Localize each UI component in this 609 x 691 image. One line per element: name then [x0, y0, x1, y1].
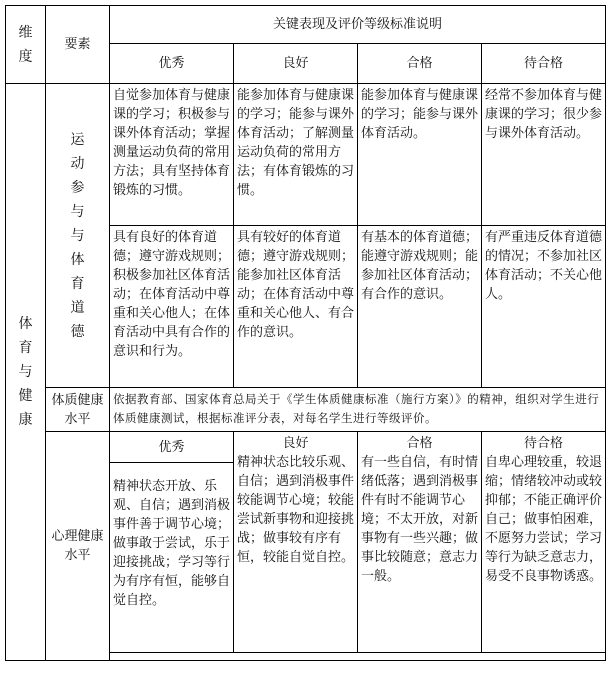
sports-row1-fail: 经常不参加体育与健康课的学习；很少参与课外体育活动。 — [482, 84, 606, 226]
mental-text-good: 精神状态比较乐观、自信；遇到消极事件较能调节心境；较能尝试新事物和迎接挑战；做事较有序有恒，较能自觉自控。 — [237, 455, 355, 565]
sports-row1-pass: 能参加体育与健康课的学习；能参与课外体育活动。 — [358, 84, 482, 226]
mental-pass-cell — [358, 432, 482, 653]
mental-text-pass: 有一些自信，有时情绪低落；遇到消极事件有时不能调节心境；不太开放，对新事物有一些兴趣；做事比较随意；意志力一般。 — [361, 455, 479, 584]
fitness-description: 依据教育部、国家体育总局关于《学生体质健康标准（施行方案）》的精神，组织对学生进行体质健康测试，根据标准评分表，对每名学生进行等级评价。 — [110, 388, 606, 432]
header-level-fail: 待合格 — [482, 44, 606, 84]
sports-row2-fail: 有严重违反体育道德的情况；不参加社区体育活动；不关心他人。 — [482, 226, 606, 388]
mental-level-fail: 待合格 — [524, 436, 564, 451]
sports-row1-good: 能参加体育与健康课的学习；能参与课外体育活动；了解测量运动负荷的常用方法；有体育锻炼的习惯。 — [234, 84, 358, 226]
header-level-excellent: 优秀 — [110, 44, 234, 84]
element-fitness-label: 体质健康水平 — [46, 388, 110, 432]
header-criteria-title: 关键表现及评价等级标准说明 — [110, 6, 606, 44]
sports-row2-pass: 有基本的体育道德；能遵守游戏规则；能参加社区体育活动；有合作的意识。 — [358, 226, 482, 388]
header-element: 要素 — [46, 6, 110, 84]
evaluation-table — [5, 5, 606, 661]
header-level-pass: 合格 — [358, 44, 482, 84]
table-bottom-spacer — [110, 653, 606, 661]
mental-text-fail: 自卑心理较重，较退缩；情绪较冲动或较抑郁；不能正确评价自己；做事怕困难，不愿努力尝试；学习等行为缺乏意志力，易受不良事物诱惑。 — [485, 455, 603, 584]
mental-fail-cell — [482, 432, 606, 653]
mental-good-cell — [234, 432, 358, 653]
mental-text-excellent: 精神状态开放、乐观、自信；遇到消极事件善于调节心境；做事敢于尝试，乐于迎接挑战；学习等行为有序有恒，能够自觉自控。 — [110, 463, 234, 653]
dimension-label: 体育与健康 — [6, 84, 46, 661]
mental-level-good: 良好 — [282, 436, 309, 451]
mental-level-excellent: 优秀 — [110, 432, 234, 463]
sports-row1-excellent: 自觉参加体育与健康课的学习；积极参与课外体育活动；掌握测量运动负荷的常用方法；具有坚持体育锻炼的习惯。 — [110, 84, 234, 226]
element-mental-label: 心理健康水平 — [46, 432, 110, 661]
header-level-good: 良好 — [234, 44, 358, 84]
sports-row2-excellent: 具有良好的体育道德；遵守游戏规则；积极参加社区体育活动；在体育活动中尊重和关心他人；在体育活动中具有合作的意识和行为。 — [110, 226, 234, 388]
element-sports-label: 运动参与与体育道德 — [46, 84, 110, 388]
sports-row2-good: 具有较好的体育道德；遵守游戏规则；能参加社区体育活动；在体育活动中尊重和关心他人、有合作的意识。 — [234, 226, 358, 388]
header-dimension: 维度 — [6, 6, 46, 84]
mental-level-pass: 合格 — [406, 436, 433, 451]
